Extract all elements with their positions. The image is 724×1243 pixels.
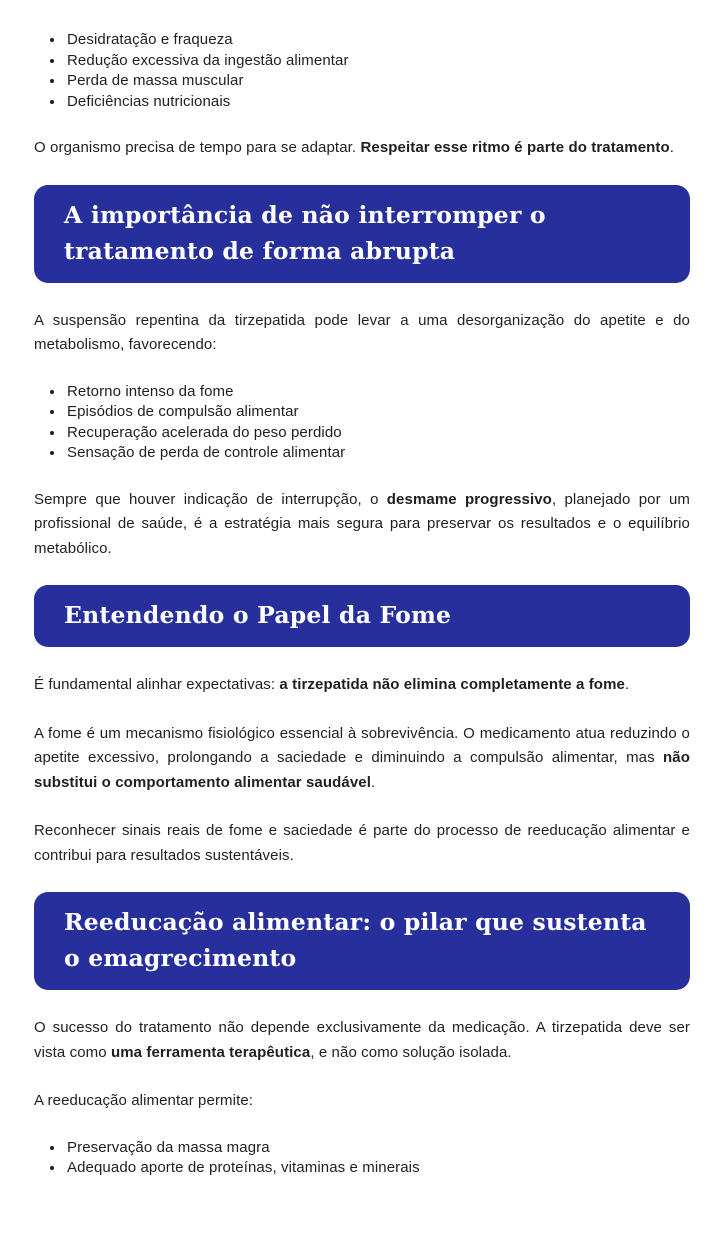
paragraph <box>34 819 690 868</box>
text-segment: Sempre que houver indicação de interrupção, o <box>34 490 387 508</box>
paragraph <box>34 673 690 698</box>
section-header <box>34 185 690 283</box>
bullet-item: • Retorno intenso da fome <box>65 382 690 403</box>
text-segment: A fome é um mecanismo fisiológico essencial à sobrevivência. O medicamento atua reduzindo o apetite excessivo, prolongando a saciedade e diminuindo a compulsão alimentar, mas <box>34 724 690 766</box>
bullet-list <box>34 1138 690 1179</box>
section-header-title: Reeducação alimentar: o pilar que sustenta o emagrecimento <box>64 908 647 972</box>
bullet-list <box>34 30 690 112</box>
text-segment: , planejado por um profissional de saúde, é a estratégia mais segura para preservar os resultados e o equilíbrio metabólico. <box>34 490 690 557</box>
section-header <box>34 892 690 990</box>
bold-text-segment: não substitui o comportamento alimentar saudável <box>34 749 690 791</box>
bold-text-segment: Respeitar esse ritmo é parte do tratamento <box>360 139 670 156</box>
section-header-title: Entendendo o Papel da Fome <box>64 601 452 629</box>
bold-text-segment: uma ferramenta terapêutica <box>110 1043 311 1061</box>
paragraph <box>34 1016 690 1065</box>
text-segment: É fundamental alinhar expectativas: <box>34 676 280 693</box>
text-segment: . <box>370 773 376 791</box>
text-segment: A reeducação alimentar permite: <box>34 1092 254 1109</box>
text-segment: . <box>624 676 630 693</box>
text-segment: O organismo precisa de tempo para se adaptar. <box>34 139 361 156</box>
bullet-item: • Redução excessiva da ingestão alimentar <box>65 51 690 72</box>
paragraph <box>34 1089 690 1114</box>
document-content <box>34 30 690 1179</box>
text-segment: A suspensão repentina da tirzepatida pode levar a uma desorganização do apetite e do metabolismo, favorecendo: <box>34 311 690 353</box>
bullet-item: • Adequado aporte de proteínas, vitaminas e minerais <box>65 1158 690 1179</box>
bullet-item: • Preservação da massa magra <box>65 1138 690 1159</box>
section-header-title: A importância de não interromper o tratamento de forma abrupta <box>64 200 546 265</box>
bold-text-segment: desmame progressivo <box>386 490 552 508</box>
bullet-item: • Episódios de compulsão alimentar <box>65 402 690 423</box>
section-header <box>34 585 690 647</box>
bullet-item: • Deficiências nutricionais <box>65 92 690 113</box>
text-segment: Reconhecer sinais reais de fome e saciedade é parte do processo de reeducação alimentar e contribui para resultados sustentáveis. <box>34 822 690 864</box>
bold-text-segment: a tirzepatida não elimina completamente a fome <box>279 676 625 693</box>
bullet-item: • Recuperação acelerada do peso perdido <box>65 423 690 444</box>
paragraph <box>34 136 690 161</box>
text-segment: O sucesso do tratamento não depende exclusivamente da medicação. A tirzepatida deve ser vista como <box>34 1019 690 1061</box>
text-segment: , e não como solução isolada. <box>310 1043 512 1061</box>
paragraph <box>34 488 690 562</box>
text-segment: . <box>669 139 675 156</box>
bullet-item: • Perda de massa muscular <box>65 71 690 92</box>
paragraph <box>34 722 690 796</box>
bullet-item: • Desidratação e fraqueza <box>65 30 690 51</box>
bullet-list <box>34 382 690 464</box>
paragraph <box>34 309 690 358</box>
bullet-item: • Sensação de perda de controle alimentar <box>65 443 690 464</box>
